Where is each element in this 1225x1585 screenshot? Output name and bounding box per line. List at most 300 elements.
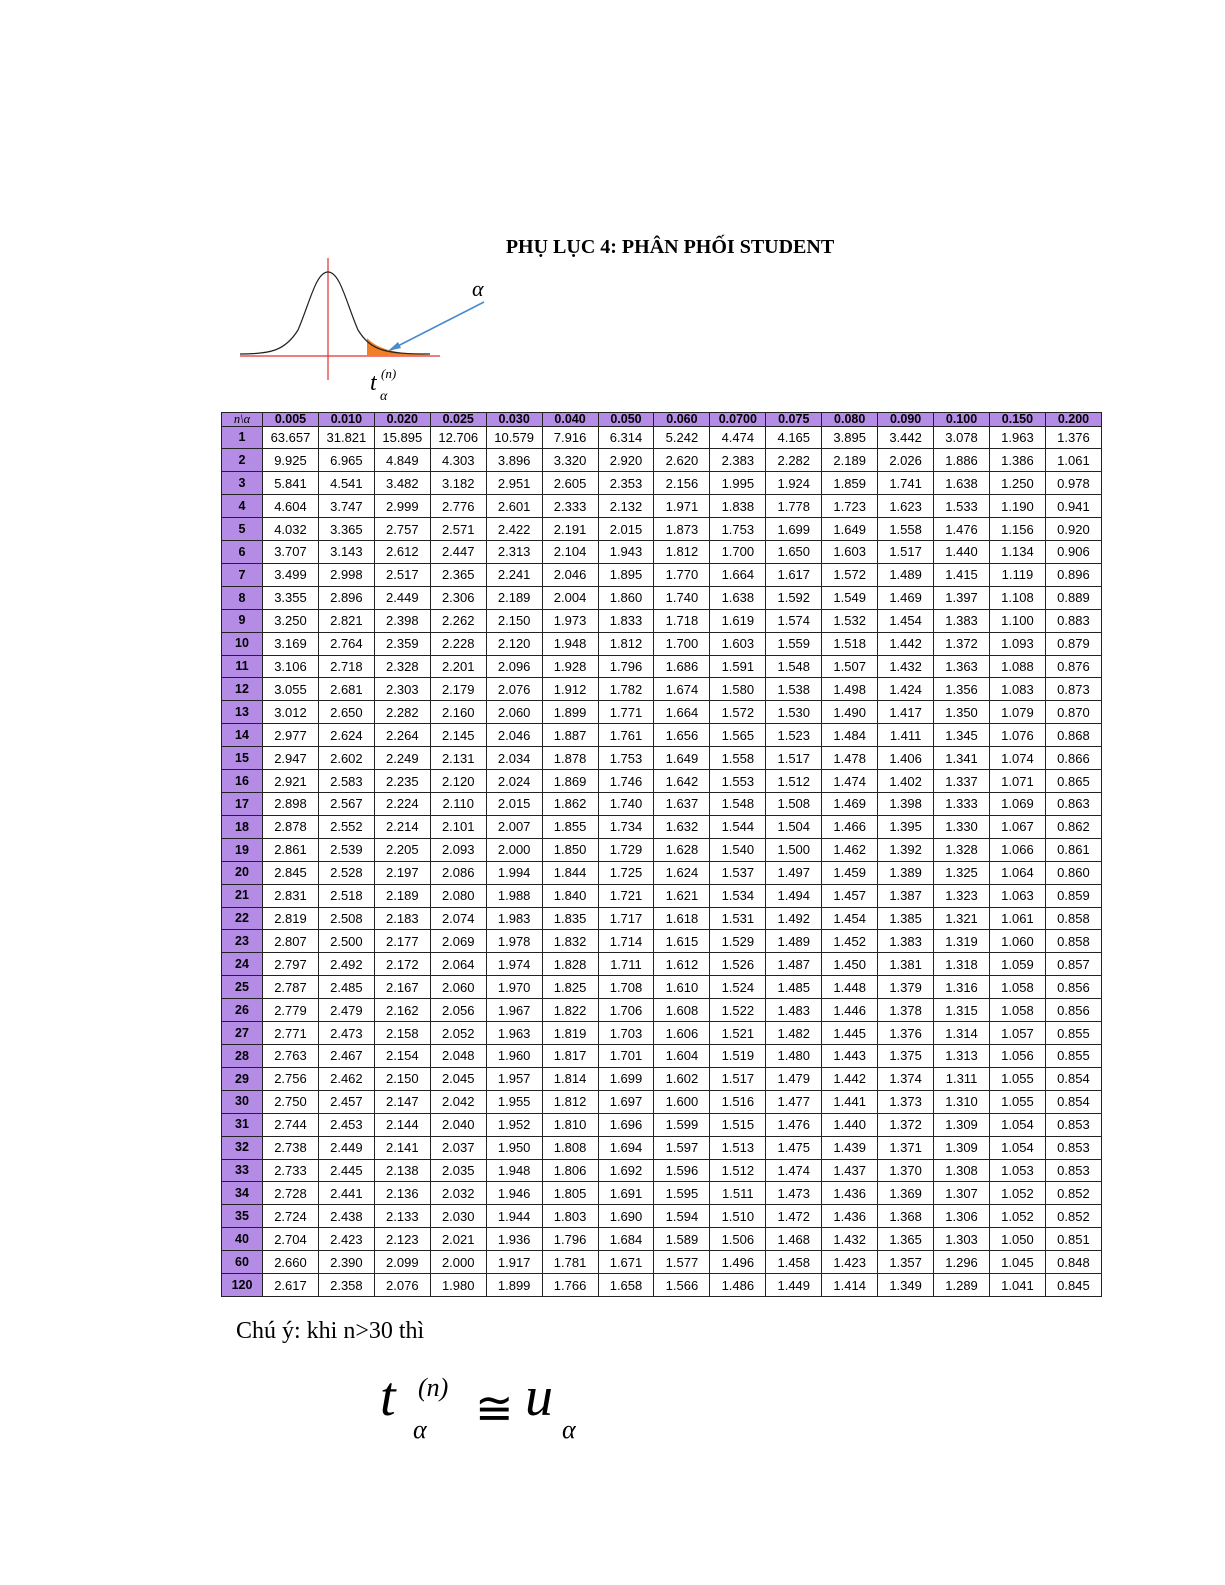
table-cell: 1.093 [989,632,1045,655]
table-cell: 3.707 [263,541,319,564]
table-cell: 1.517 [710,1067,766,1090]
table-cell: 1.480 [766,1044,822,1067]
table-cell: 1.649 [822,518,878,541]
table-cell: 1.476 [766,1113,822,1136]
column-header: 0.100 [934,413,990,427]
table-cell: 1.476 [934,518,990,541]
table-cell: 1.558 [878,518,934,541]
table-cell: 1.952 [486,1113,542,1136]
table-cell: 1.066 [989,838,1045,861]
table-cell: 1.686 [654,655,710,678]
table-cell: 2.021 [430,1228,486,1251]
table-cell: 2.757 [374,518,430,541]
table-cell: 1.053 [989,1159,1045,1182]
table-cell: 0.848 [1045,1251,1101,1274]
table-row [222,1067,1102,1090]
table-cell: 1.624 [654,861,710,884]
table-cell: 1.600 [654,1090,710,1113]
row-header: 32 [222,1136,263,1159]
table-cell: 1.714 [598,930,654,953]
table-cell: 1.055 [989,1090,1045,1113]
table-cell: 3.250 [263,609,319,632]
table-cell: 1.838 [710,495,766,518]
table-cell: 1.619 [710,609,766,632]
table-cell: 1.840 [542,884,598,907]
table-cell: 1.642 [654,770,710,793]
table-cell: 2.080 [430,884,486,907]
table-cell: 1.734 [598,815,654,838]
row-header: 34 [222,1182,263,1205]
table-cell: 1.432 [878,655,934,678]
row-header: 15 [222,747,263,770]
table-cell: 1.437 [822,1159,878,1182]
table-row [222,1251,1102,1274]
table-row [222,586,1102,609]
table-cell: 1.887 [542,724,598,747]
table-row [222,1159,1102,1182]
table-cell: 1.516 [710,1090,766,1113]
row-header: 60 [222,1251,263,1274]
table-cell: 2.441 [318,1182,374,1205]
row-header: 14 [222,724,263,747]
table-cell: 1.058 [989,999,1045,1022]
alpha-label: α [472,276,484,301]
table-cell: 1.513 [710,1136,766,1159]
table-cell: 1.442 [878,632,934,655]
table-cell: 1.649 [654,747,710,770]
table-cell: 2.728 [263,1182,319,1205]
table-cell: 1.368 [878,1205,934,1228]
table-cell: 0.860 [1045,861,1101,884]
table-cell: 1.970 [486,976,542,999]
header-row [222,413,1102,427]
table-row [222,907,1102,930]
table-cell: 2.160 [430,701,486,724]
table-cell: 1.531 [710,907,766,930]
table-cell: 1.519 [710,1044,766,1067]
table-cell: 2.797 [263,953,319,976]
table-cell: 1.963 [486,1022,542,1045]
table-row [222,1113,1102,1136]
table-cell: 2.183 [374,907,430,930]
row-header: 10 [222,632,263,655]
table-cell: 2.390 [318,1251,374,1274]
table-cell: 1.372 [878,1113,934,1136]
table-cell: 2.282 [374,701,430,724]
table-cell: 0.854 [1045,1067,1101,1090]
table-cell: 1.446 [822,999,878,1022]
table-cell: 1.819 [542,1022,598,1045]
table-cell: 1.995 [710,472,766,495]
table-cell: 2.998 [318,563,374,586]
table-cell: 1.315 [934,999,990,1022]
row-header: 21 [222,884,263,907]
table-cell: 1.796 [542,1228,598,1251]
table-row [222,930,1102,953]
table-cell: 1.466 [822,815,878,838]
table-row [222,632,1102,655]
table-cell: 1.076 [989,724,1045,747]
table-cell: 2.076 [486,678,542,701]
table-cell: 1.397 [934,586,990,609]
table-cell: 1.828 [542,953,598,976]
row-header: 35 [222,1205,263,1228]
table-cell: 1.052 [989,1182,1045,1205]
table-row [222,1136,1102,1159]
table-cell: 1.658 [598,1274,654,1297]
table-cell: 0.852 [1045,1182,1101,1205]
table-row [222,976,1102,999]
table-cell: 1.559 [766,632,822,655]
table-cell: 1.341 [934,747,990,770]
table-cell: 1.321 [934,907,990,930]
table-cell: 1.375 [878,1044,934,1067]
table-cell: 2.861 [263,838,319,861]
table-cell: 3.078 [934,426,990,449]
density-curve [240,272,430,354]
table-cell: 1.577 [654,1251,710,1274]
table-cell: 1.523 [766,724,822,747]
table-cell: 7.916 [542,426,598,449]
table-cell: 1.486 [710,1274,766,1297]
table-cell: 2.034 [486,747,542,770]
table-cell: 1.522 [710,999,766,1022]
table-cell: 2.123 [374,1228,430,1251]
table-cell: 1.721 [598,884,654,907]
table-cell: 1.694 [598,1136,654,1159]
table-cell: 2.898 [263,793,319,816]
table-cell: 1.808 [542,1136,598,1159]
table-cell: 1.812 [542,1090,598,1113]
table-cell: 1.311 [934,1067,990,1090]
table-cell: 1.955 [486,1090,542,1113]
column-header: 0.030 [486,413,542,427]
table-cell: 1.414 [822,1274,878,1297]
table-cell: 2.977 [263,724,319,747]
table-cell: 1.944 [486,1205,542,1228]
table-cell: 2.449 [318,1136,374,1159]
table-cell: 2.763 [263,1044,319,1067]
table-cell: 1.328 [934,838,990,861]
table-cell: 0.854 [1045,1090,1101,1113]
table-cell: 1.596 [654,1159,710,1182]
table-cell: 1.119 [989,563,1045,586]
table-cell: 2.104 [542,541,598,564]
formula-u: u [525,1366,553,1428]
table-cell: 1.316 [934,976,990,999]
table-cell: 2.064 [430,953,486,976]
table-cell: 2.189 [822,449,878,472]
table-cell: 1.971 [654,495,710,518]
table-cell: 2.133 [374,1205,430,1228]
table-cell: 2.228 [430,632,486,655]
table-cell: 1.330 [934,815,990,838]
table-cell: 1.610 [654,976,710,999]
alpha-arrow-head [388,342,401,351]
table-cell: 2.147 [374,1090,430,1113]
table-cell: 1.517 [878,541,934,564]
table-cell: 1.511 [710,1182,766,1205]
table-cell: 3.320 [542,449,598,472]
table-cell: 3.055 [263,678,319,701]
table-cell: 2.303 [374,678,430,701]
table-cell: 1.061 [989,907,1045,930]
table-cell: 1.387 [878,884,934,907]
table-cell: 1.055 [989,1067,1045,1090]
table-cell: 1.458 [766,1251,822,1274]
table-cell: 1.477 [766,1090,822,1113]
table-cell: 1.946 [486,1182,542,1205]
table-cell: 1.440 [822,1113,878,1136]
table-cell: 1.729 [598,838,654,861]
table-cell: 0.941 [1045,495,1101,518]
column-header: 0.080 [822,413,878,427]
table-cell: 1.924 [766,472,822,495]
table-cell: 3.895 [822,426,878,449]
table-cell: 1.615 [654,930,710,953]
table-cell: 1.869 [542,770,598,793]
table-cell: 1.708 [598,976,654,999]
table-cell: 1.318 [934,953,990,976]
table-cell: 1.469 [878,586,934,609]
table-cell: 1.498 [822,678,878,701]
table-cell: 1.479 [766,1067,822,1090]
table-row [222,1182,1102,1205]
table-cell: 1.844 [542,861,598,884]
table-cell: 1.313 [934,1044,990,1067]
table-cell: 2.921 [263,770,319,793]
table-cell: 4.604 [263,495,319,518]
table-cell: 1.917 [486,1251,542,1274]
table-cell: 0.852 [1045,1205,1101,1228]
table-row [222,678,1102,701]
table-cell: 1.725 [598,861,654,884]
table-row [222,1022,1102,1045]
table-cell: 31.821 [318,426,374,449]
table-cell: 2.201 [430,655,486,678]
table-cell: 1.994 [486,861,542,884]
table-cell: 2.052 [430,1022,486,1045]
row-header: 31 [222,1113,263,1136]
table-cell: 1.957 [486,1067,542,1090]
table-cell: 1.371 [878,1136,934,1159]
table-cell: 0.858 [1045,930,1101,953]
column-header: 0.0700 [710,413,766,427]
table-cell: 0.876 [1045,655,1101,678]
table-cell: 2.539 [318,838,374,861]
table-cell: 1.603 [822,541,878,564]
table-cell: 1.530 [766,701,822,724]
table-cell: 0.851 [1045,1228,1101,1251]
table-cell: 1.983 [486,907,542,930]
table-cell: 3.143 [318,541,374,564]
table-cell: 2.365 [430,563,486,586]
table-cell: 2.552 [318,815,374,838]
table-cell: 1.319 [934,930,990,953]
row-header: 8 [222,586,263,609]
table-cell: 2.004 [542,586,598,609]
student-t-table [221,412,1102,1297]
table-cell: 1.718 [654,609,710,632]
table-cell: 1.496 [710,1251,766,1274]
table-cell: 1.489 [766,930,822,953]
table-cell: 2.099 [374,1251,430,1274]
table-cell: 2.567 [318,793,374,816]
table-cell: 1.083 [989,678,1045,701]
table-cell: 2.056 [430,999,486,1022]
table-cell: 1.806 [542,1159,598,1182]
table-cell: 63.657 [263,426,319,449]
table-cell: 2.528 [318,861,374,884]
table-cell: 1.307 [934,1182,990,1205]
table-cell: 2.612 [374,541,430,564]
table-cell: 3.365 [318,518,374,541]
table-cell: 1.134 [989,541,1045,564]
table-cell: 1.356 [934,678,990,701]
table-cell: 3.169 [263,632,319,655]
table-cell: 1.886 [934,449,990,472]
table-cell: 1.436 [822,1205,878,1228]
row-header: 13 [222,701,263,724]
table-cell: 5.841 [263,472,319,495]
table-cell: 3.442 [878,426,934,449]
table-cell: 1.549 [822,586,878,609]
table-cell: 1.424 [878,678,934,701]
column-header: 0.200 [1045,413,1101,427]
table-cell: 1.512 [710,1159,766,1182]
table-cell: 2.235 [374,770,430,793]
table-cell: 1.825 [542,976,598,999]
table-cell: 2.718 [318,655,374,678]
table-cell: 1.534 [710,884,766,907]
table-cell: 1.389 [878,861,934,884]
table-cell: 0.856 [1045,976,1101,999]
table-cell: 2.423 [318,1228,374,1251]
table-cell: 1.706 [598,999,654,1022]
table-cell: 1.603 [710,632,766,655]
table-row [222,1090,1102,1113]
table-cell: 1.448 [822,976,878,999]
table-cell: 2.771 [263,1022,319,1045]
table-cell: 2.845 [263,861,319,884]
table-cell: 2.999 [374,495,430,518]
column-header: 0.020 [374,413,430,427]
row-header: 19 [222,838,263,861]
table-cell: 1.948 [486,1159,542,1182]
table-cell: 1.540 [710,838,766,861]
table-cell: 1.878 [542,747,598,770]
table-row [222,861,1102,884]
table-cell: 2.138 [374,1159,430,1182]
table-cell: 1.071 [989,770,1045,793]
table-cell: 1.306 [934,1205,990,1228]
table-cell: 2.264 [374,724,430,747]
table-cell: 2.141 [374,1136,430,1159]
table-cell: 2.313 [486,541,542,564]
table-cell: 2.744 [263,1113,319,1136]
table-row [222,449,1102,472]
table-cell: 2.158 [374,1022,430,1045]
table-cell: 2.383 [710,449,766,472]
table-cell: 0.853 [1045,1159,1101,1182]
table-cell: 1.967 [486,999,542,1022]
table-cell: 1.974 [486,953,542,976]
table-cell: 1.054 [989,1113,1045,1136]
row-header: 12 [222,678,263,701]
table-cell: 2.920 [598,449,654,472]
table-cell: 1.060 [989,930,1045,953]
table-cell: 0.853 [1045,1136,1101,1159]
table-cell: 0.883 [1045,609,1101,632]
table-cell: 2.150 [374,1067,430,1090]
table-cell: 1.558 [710,747,766,770]
row-header: 25 [222,976,263,999]
table-cell: 2.422 [486,518,542,541]
table-cell: 1.805 [542,1182,598,1205]
table-cell: 9.925 [263,449,319,472]
row-header: 120 [222,1274,263,1297]
table-cell: 1.948 [542,632,598,655]
row-header: 33 [222,1159,263,1182]
table-cell: 2.492 [318,953,374,976]
row-header: 40 [222,1228,263,1251]
table-cell: 2.333 [542,495,598,518]
table-cell: 1.589 [654,1228,710,1251]
table-cell: 1.100 [989,609,1045,632]
table-row [222,884,1102,907]
table-cell: 2.000 [430,1251,486,1274]
table-cell: 1.450 [822,953,878,976]
table-cell: 1.454 [878,609,934,632]
table-cell: 1.395 [878,815,934,838]
t-superscript: (n) [381,366,397,381]
table-cell: 0.868 [1045,724,1101,747]
table-row [222,655,1102,678]
table-cell: 1.468 [766,1228,822,1251]
table-row [222,495,1102,518]
table-cell: 1.489 [878,563,934,586]
column-header: 0.060 [654,413,710,427]
table-cell: 1.591 [710,655,766,678]
table-cell: 1.494 [766,884,822,907]
table-cell: 1.289 [934,1274,990,1297]
table-cell: 1.771 [598,701,654,724]
table-cell: 1.506 [710,1228,766,1251]
table-cell: 1.697 [598,1090,654,1113]
table-cell: 2.605 [542,472,598,495]
table-cell: 1.812 [654,541,710,564]
table-row [222,953,1102,976]
table-cell: 1.507 [822,655,878,678]
table-cell: 0.896 [1045,563,1101,586]
table-cell: 1.928 [542,655,598,678]
table-cell: 0.862 [1045,815,1101,838]
table-cell: 2.831 [263,884,319,907]
table-cell: 1.376 [1045,426,1101,449]
table-cell: 3.482 [374,472,430,495]
table-cell: 1.862 [542,793,598,816]
table-cell: 2.136 [374,1182,430,1205]
table-cell: 3.355 [263,586,319,609]
table-cell: 1.899 [486,1274,542,1297]
row-header: 30 [222,1090,263,1113]
table-cell: 1.061 [1045,449,1101,472]
table-cell: 5.242 [654,426,710,449]
table-cell: 1.753 [598,747,654,770]
table-cell: 2.026 [878,449,934,472]
table-cell: 1.592 [766,586,822,609]
table-cell: 1.156 [989,518,1045,541]
